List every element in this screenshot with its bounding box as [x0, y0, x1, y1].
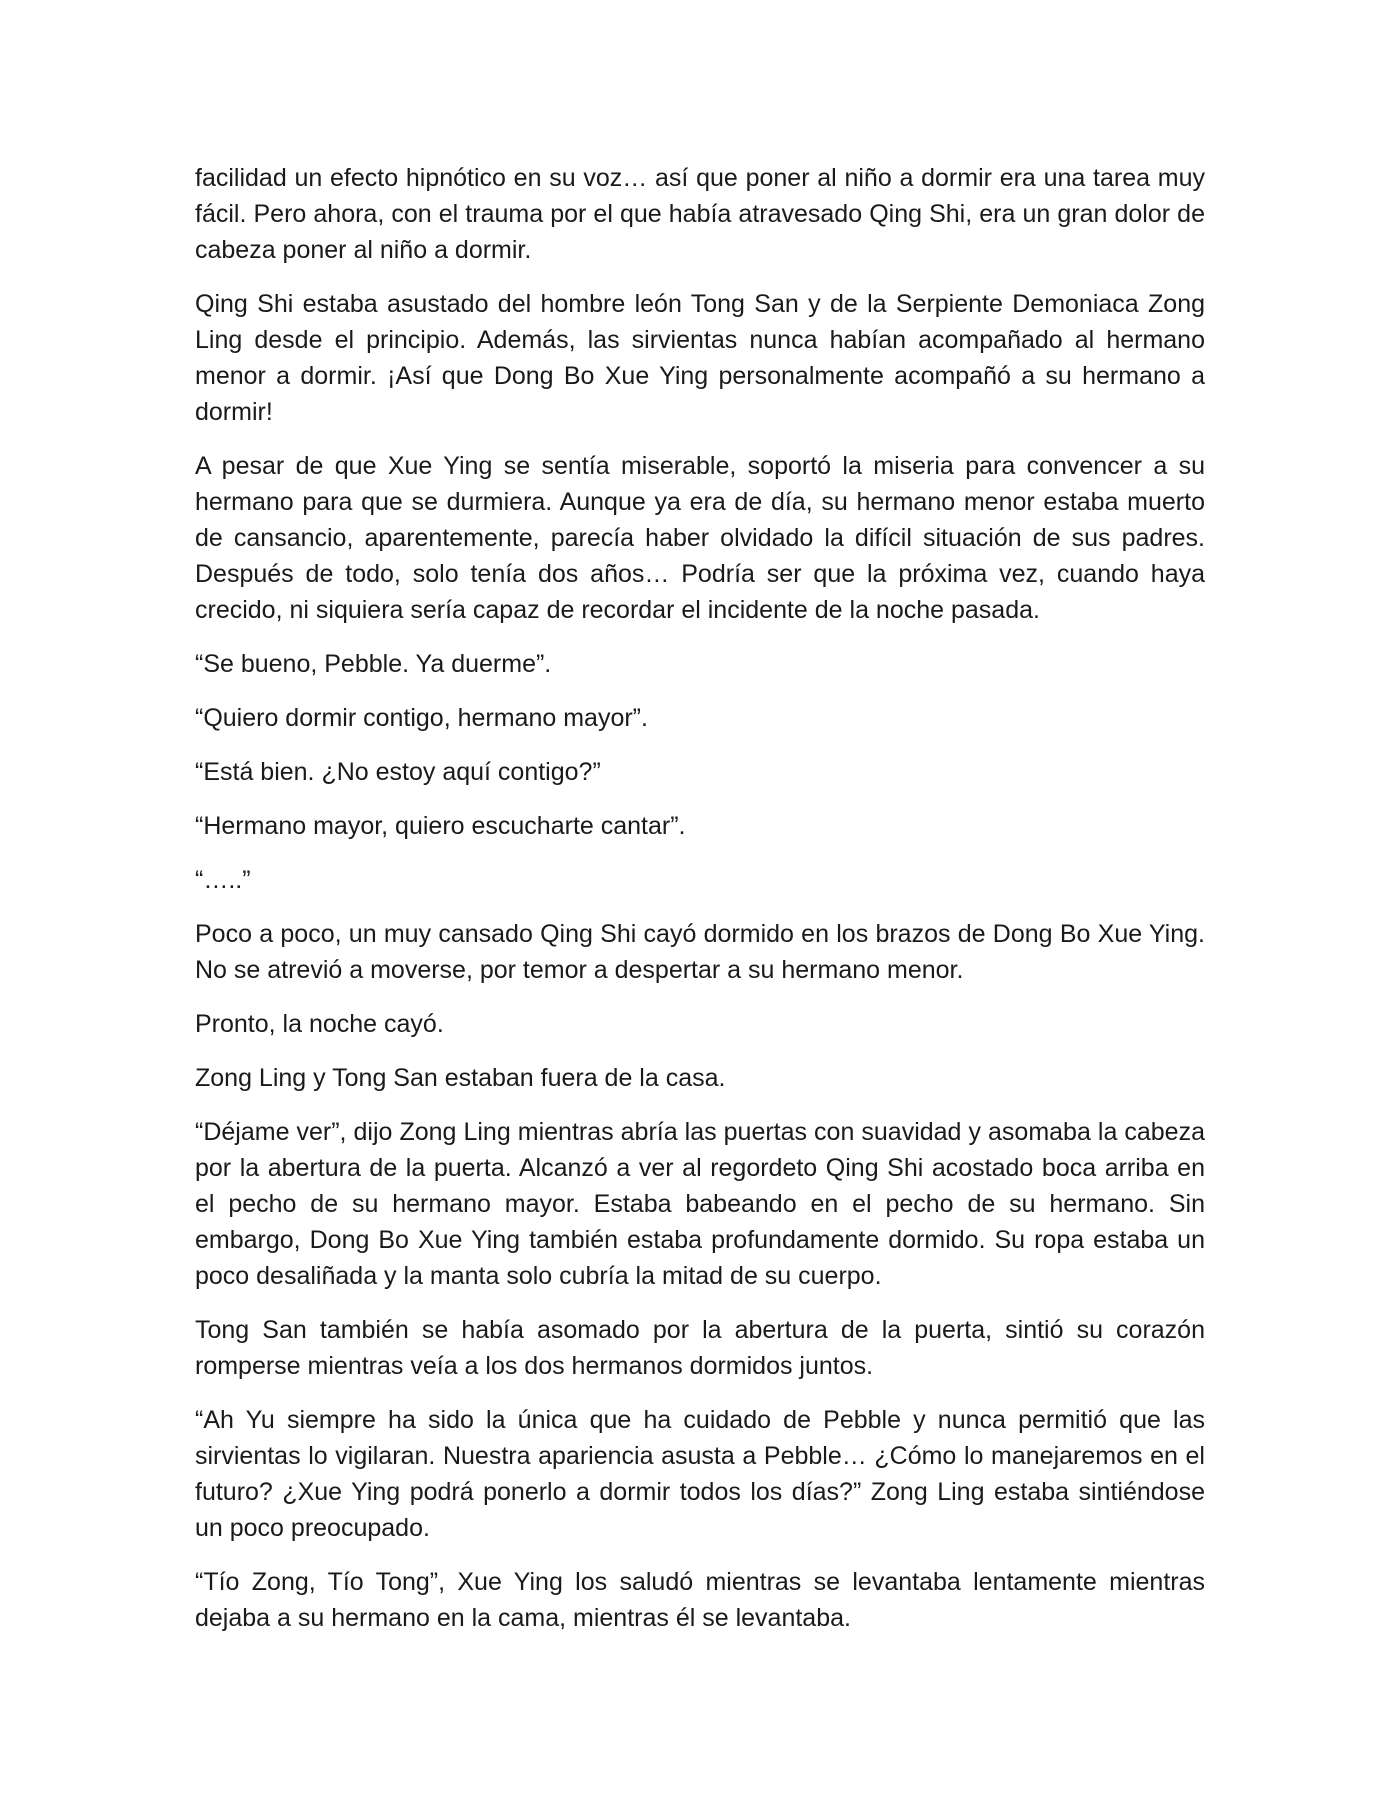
dialogue-line-5: “…..”	[195, 866, 251, 894]
paragraph-1: facilidad un efecto hipnótico en su voz… así que poner al niño a dormir era una tarea muy fácil. Pero ahora, con el trauma por el que había atravesado Qing Shi, era un gran dolor de cabeza poner al niño a dormir.	[195, 164, 1205, 264]
dialogue-line-4: “Hermano mayor, quiero escucharte cantar”.	[195, 812, 686, 840]
paragraph-4: Poco a poco, un muy cansado Qing Shi cayó dormido en los brazos de Dong Bo Xue Ying. No se atrevió a moverse, por temor a despertar a su hermano menor.	[195, 920, 1205, 984]
paragraph-6: Zong Ling y Tong San estaban fuera de la casa.	[195, 1064, 726, 1092]
paragraph-7: “Déjame ver”, dijo Zong Ling mientras abría las puertas con suavidad y asomaba la cabeza por la abertura de la puerta. Alcanzó a ver al regordeto Qing Shi acostado boca arriba en el pecho de su hermano mayor. Estaba babeando en el pecho de su hermano. Sin embargo, Dong Bo Xue Ying también estaba profundamente dormido. Su ropa estaba un poco desaliñada y la manta solo cubría la mitad de su cuerpo.	[195, 1118, 1205, 1290]
paragraph-5: Pronto, la noche cayó.	[195, 1010, 444, 1038]
dialogue-line-1: “Se bueno, Pebble. Ya duerme”.	[195, 650, 552, 678]
document-page	[195, 160, 1205, 1654]
paragraph-8: Tong San también se había asomado por la abertura de la puerta, sintió su corazón romperse mientras veía a los dos hermanos dormidos juntos.	[195, 1316, 1205, 1380]
dialogue-line-2: “Quiero dormir contigo, hermano mayor”.	[195, 704, 648, 732]
paragraph-2: Qing Shi estaba asustado del hombre león Tong San y de la Serpiente Demoniaca Zong Ling desde el principio. Además, las sirvientas nunca habían acompañado al hermano menor a dormir. ¡Así que Dong Bo Xue Ying personalmente acompañó a su hermano a dormir!	[195, 290, 1205, 426]
paragraph-3: A pesar de que Xue Ying se sentía miserable, soportó la miseria para convencer a su hermano para que se durmiera. Aunque ya era de día, su hermano menor estaba muerto de cansancio, aparentemente, parecía haber olvidado la difícil situación de sus padres. Después de todo, solo tenía dos años… Podría ser que la próxima vez, cuando haya crecido, ni siquiera sería capaz de recordar el incidente de la noche pasada.	[195, 452, 1205, 624]
dialogue-line-3: “Está bien. ¿No estoy aquí contigo?”	[195, 758, 601, 786]
paragraph-10: “Tío Zong, Tío Tong”, Xue Ying los saludó mientras se levantaba lentamente mientras dejaba a su hermano en la cama, mientras él se levantaba.	[195, 1568, 1205, 1632]
paragraph-9: “Ah Yu siempre ha sido la única que ha cuidado de Pebble y nunca permitió que las sirvientas lo vigilaran. Nuestra apariencia asusta a Pebble… ¿Cómo lo manejaremos en el futuro? ¿Xue Ying podrá ponerlo a dormir todos los días?” Zong Ling estaba sintiéndose un poco preocupado.	[195, 1406, 1205, 1542]
